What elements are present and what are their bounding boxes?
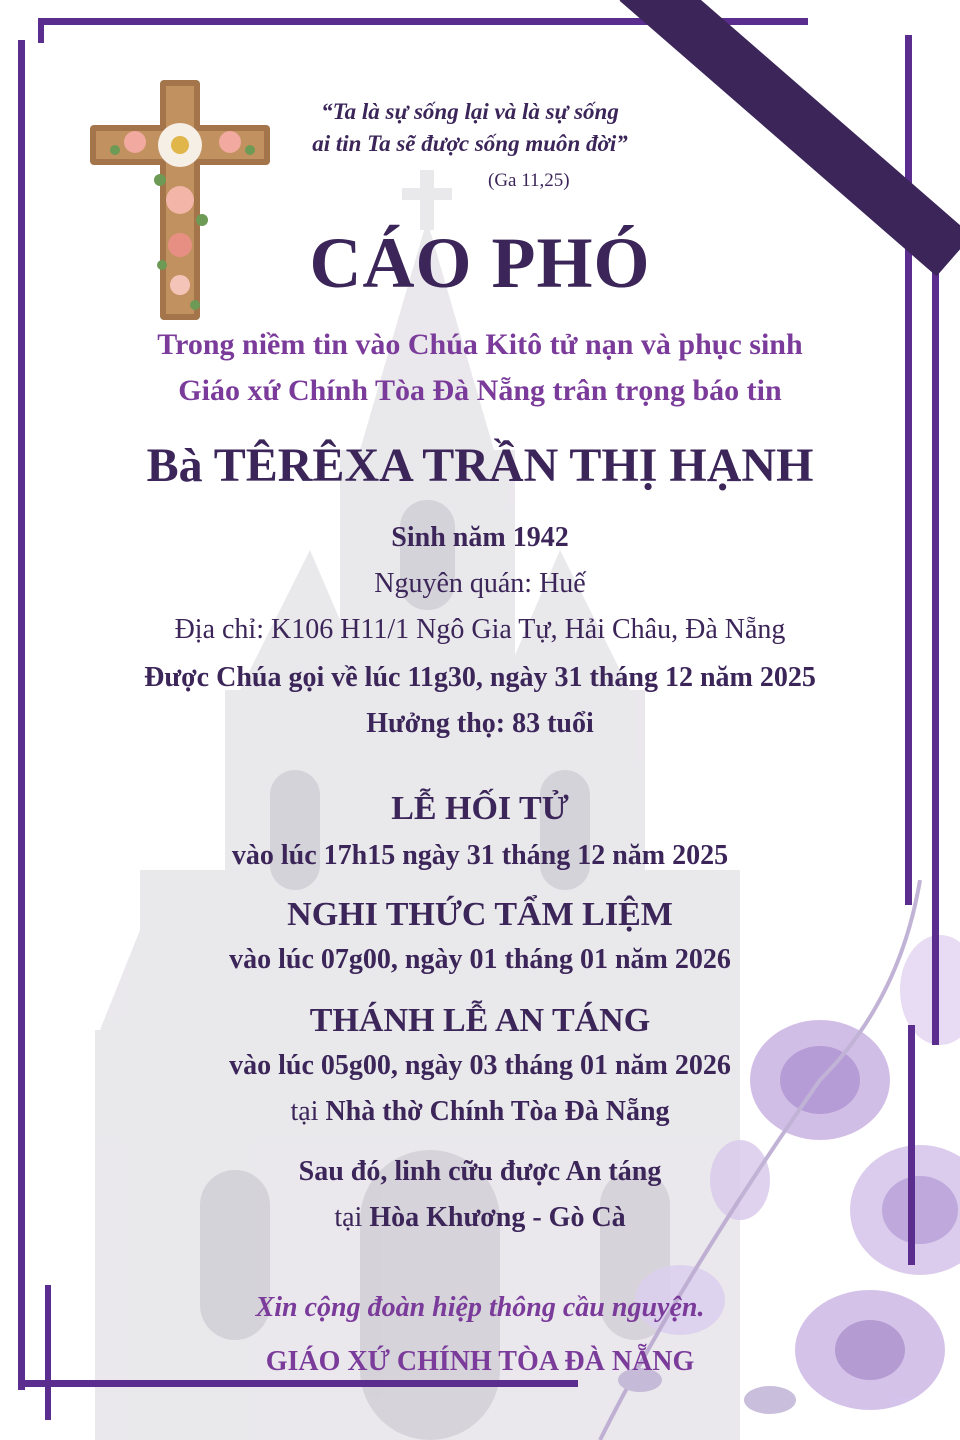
event-title: THÁNH LỄ AN TÁNG bbox=[309, 1002, 651, 1039]
closing-prayer: Xin cộng đoàn hiệp thông cầu nguyện. bbox=[255, 1292, 705, 1323]
burial-line: Sau đó, linh cữu được An táng bbox=[298, 1156, 662, 1187]
page-title: CÁO PHÓ bbox=[309, 223, 651, 303]
parish-signature: GIÁO XỨ CHÍNH TÒA ĐÀ NẴNG bbox=[265, 1346, 695, 1377]
verse-line: ai tin Ta sẽ được sống muôn đời” bbox=[312, 131, 628, 156]
event-title: NGHI THỨC TẨM LIỆM bbox=[287, 896, 673, 933]
funeral-place bbox=[0, 1096, 960, 1128]
event-time: vào lúc 07g00, ngày 01 tháng 01 năm 2026 bbox=[229, 944, 731, 975]
age: Hưởng thọ: 83 tuổi bbox=[366, 708, 594, 739]
hometown: Nguyên quán: Huế bbox=[374, 568, 586, 599]
verse-line: “Ta là sự sống lại và là sự sống bbox=[321, 99, 619, 124]
bible-verse bbox=[290, 96, 650, 160]
place-prefix: tại bbox=[334, 1202, 370, 1233]
event-time: vào lúc 05g00, ngày 03 tháng 01 năm 2026 bbox=[229, 1050, 731, 1081]
birth-year: Sinh năm 1942 bbox=[391, 522, 569, 553]
address: Địa chỉ: K106 H11/1 Ngô Gia Tự, Hải Châu, Đà Nẵng bbox=[174, 614, 786, 645]
passing-date: Được Chúa gọi về lúc 11g30, ngày 31 tháng 12 năm 2025 bbox=[144, 662, 816, 693]
intro-line: Trong niềm tin vào Chúa Kitô tử nạn và phục sinh bbox=[157, 328, 803, 361]
place-prefix: tại bbox=[290, 1096, 326, 1127]
frame-line bbox=[38, 18, 44, 43]
event-time: vào lúc 17h15 ngày 31 tháng 12 năm 2025 bbox=[231, 840, 729, 871]
place-name: Hòa Khương - Gò Cà bbox=[369, 1202, 626, 1233]
event-title: LỄ HỐI TỬ bbox=[391, 790, 569, 827]
burial-place bbox=[0, 1202, 960, 1234]
intro-line: Giáo xứ Chính Tòa Đà Nẵng trân trọng báo tin bbox=[178, 374, 782, 407]
place-name: Nhà thờ Chính Tòa Đà Nẵng bbox=[325, 1096, 670, 1127]
frame-line bbox=[18, 1380, 578, 1387]
deceased-name: Bà TÊRÊXA TRẦN THỊ HẠNH bbox=[146, 439, 814, 492]
verse-reference: (Ga 11,25) bbox=[488, 170, 570, 191]
